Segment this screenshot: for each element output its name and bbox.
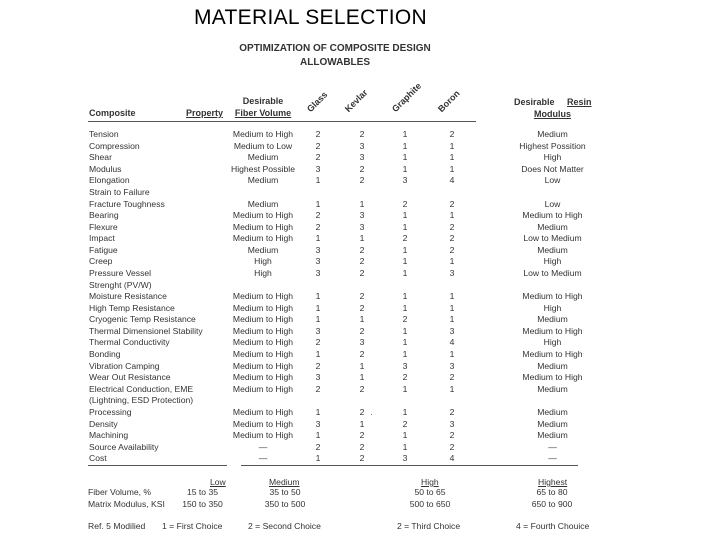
row-fiber-volume: Medium to High xyxy=(232,337,294,348)
row-glass-rank: 2 xyxy=(315,210,321,221)
row-resin-modulus: Medium to High xyxy=(522,291,583,302)
row-glass-rank: 1 xyxy=(315,349,321,359)
row-property: Machining xyxy=(89,430,129,441)
row-boron-rank: 1 xyxy=(449,210,455,221)
row-graphite-rank: 1 xyxy=(402,268,408,278)
row-kevlar-rank: 2 xyxy=(359,291,365,302)
row-resin-modulus: High xyxy=(543,256,562,267)
row-boron-rank: 1 xyxy=(449,163,455,174)
row-graphite-rank: 2 xyxy=(402,418,408,429)
row-kevlar-rank: 1 xyxy=(359,198,365,209)
row-glass-rank: 1 xyxy=(315,291,321,302)
row-kevlar-rank: 2 xyxy=(359,453,365,464)
row-boron-rank: 2 xyxy=(449,406,455,417)
row-property: Pressure Vessel xyxy=(89,268,152,278)
row-property: (Lightning, ESD Protection) xyxy=(89,395,194,406)
row-resin-modulus: Low to Medium xyxy=(523,268,582,278)
row-fiber-volume: High xyxy=(254,256,272,267)
row-glass-rank: 3 xyxy=(315,418,321,429)
row-glass-rank: 3 xyxy=(315,325,321,336)
legend-high: High xyxy=(421,477,439,487)
document-title-line-2: ALLOWABLES xyxy=(300,57,370,68)
row-glass-rank: 2 xyxy=(315,441,321,452)
row-boron-rank: 2 xyxy=(449,441,455,452)
row-property: Moisture Resistance xyxy=(89,291,167,302)
row-fiber-volume: Medium to High xyxy=(232,233,294,244)
row-graphite-rank: 1 xyxy=(402,291,408,302)
row-kevlar-rank: 3 xyxy=(359,337,365,348)
row-property: Cryogenic Temp Resistance xyxy=(89,314,196,325)
legend-medium: Medium xyxy=(269,477,300,487)
row-graphite-rank: 3 xyxy=(402,453,408,464)
row-kevlar-rank: 3 xyxy=(359,221,365,232)
row-boron-rank: 1 xyxy=(449,256,455,267)
row-glass-rank: 2 xyxy=(315,337,321,348)
row-property: Strain to Failure xyxy=(89,186,150,197)
row-property: Density xyxy=(89,418,118,429)
row-resin-modulus: Medium xyxy=(537,430,568,441)
row-boron-rank: 3 xyxy=(449,325,455,336)
row-fiber-volume: Medium to High xyxy=(232,221,294,232)
header-modulus: Modulus xyxy=(534,109,571,119)
row-boron-rank: 1 xyxy=(449,152,455,163)
row-fiber-volume: Medium to High xyxy=(232,291,294,302)
row-property: Wear Out Resistance xyxy=(89,372,171,383)
row-property: Modulus xyxy=(89,163,122,174)
row-glass-rank: 2 xyxy=(315,360,321,371)
row-property: Impact xyxy=(89,233,115,244)
row-kevlar-rank: 2 xyxy=(359,349,365,359)
row-graphite-rank: 1 xyxy=(402,441,408,452)
row-property: Source Availability xyxy=(89,441,159,452)
row-property: Processing xyxy=(89,406,132,417)
row-glass-rank: 1 xyxy=(315,406,321,417)
row-resin-modulus: Medium xyxy=(537,360,568,371)
row-boron-rank: 4 xyxy=(449,337,455,348)
row-boron-rank: 2 xyxy=(449,198,455,209)
row-glass-rank: 1 xyxy=(315,175,321,186)
row-fiber-volume: Medium to High xyxy=(232,360,294,371)
row-fiber-volume: Medium to High xyxy=(232,349,294,359)
fiber-volume-high: 50 to 65 xyxy=(414,487,446,497)
row-glass-rank: 1 xyxy=(315,302,321,313)
header-desirable-resin: Desirable xyxy=(514,97,555,107)
row-fiber-volume: Medium to High xyxy=(232,325,294,336)
row-glass-rank: 1 xyxy=(315,233,321,244)
header-desirable-fiber xyxy=(230,95,296,119)
row-fiber-volume: Medium xyxy=(247,244,279,255)
row-graphite-rank: 1 xyxy=(402,163,408,174)
row-resin-modulus: High xyxy=(543,152,562,163)
row-boron-rank: 4 xyxy=(449,175,455,186)
row-boron-rank: 3 xyxy=(449,268,455,278)
row-resin-modulus: High xyxy=(543,337,562,348)
row-kevlar-rank: 3 xyxy=(359,210,365,221)
row-property: Creep xyxy=(89,256,113,267)
choice-third: 2 = Third Choice xyxy=(397,521,461,531)
slide-title: MATERIAL SELECTION xyxy=(194,6,427,29)
row-kevlar-rank: 1 xyxy=(359,314,365,325)
choice-first: 1 = First Choice xyxy=(162,521,223,531)
header-rule xyxy=(88,121,476,122)
row-resin-modulus: Does Not Matter xyxy=(521,163,584,174)
header-desirable-fiber-line-2: Fiber Volume xyxy=(234,108,292,118)
row-graphite-rank: 1 xyxy=(402,325,408,336)
row-graphite-rank: 2 xyxy=(402,372,408,383)
row-property: Strenght (PV/W) xyxy=(89,279,152,290)
row-property: Cost xyxy=(89,453,107,464)
row-kevlar-rank: 2 xyxy=(359,302,365,313)
row-graphite-rank: 1 xyxy=(402,302,408,313)
row-graphite-rank: 1 xyxy=(402,140,408,151)
row-resin-modulus: Low to Medium xyxy=(523,233,582,244)
row-resin-modulus: Medium xyxy=(537,383,568,394)
row-resin-modulus: — xyxy=(548,441,557,452)
fiber-volume-label: Fiber Volume, % xyxy=(88,487,152,497)
row-kevlar-rank: 2 xyxy=(359,129,365,139)
row-boron-rank: 1 xyxy=(449,302,455,313)
row-boron-rank: 1 xyxy=(449,140,455,151)
row-boron-rank: 1 xyxy=(449,349,455,359)
row-graphite-rank: 1 xyxy=(402,129,408,139)
row-fiber-volume: — xyxy=(258,441,268,452)
row-property: Bearing xyxy=(89,210,119,221)
row-boron-rank: 2 xyxy=(449,244,455,255)
header-boron: Boron xyxy=(435,88,462,114)
row-kevlar-rank: 2 xyxy=(359,256,365,267)
row-graphite-rank: 3 xyxy=(402,175,408,186)
row-glass-rank: 1 xyxy=(315,430,321,441)
row-fiber-volume: Medium xyxy=(247,152,279,163)
matrix-modulus-medium: 350 to 500 xyxy=(264,499,306,509)
row-property: Fracture Toughness xyxy=(89,198,165,209)
row-graphite-rank: 1 xyxy=(402,383,408,394)
matrix-modulus-highest: 650 to 900 xyxy=(531,499,573,509)
row-resin-modulus: Medium xyxy=(537,244,568,255)
row-fiber-volume: Medium to High xyxy=(232,129,294,139)
row-fiber-volume: Medium to High xyxy=(232,418,294,429)
row-kevlar-rank: 3 xyxy=(359,152,365,163)
row-kevlar-rank: 1 xyxy=(359,372,365,383)
row-kevlar-rank: 2 xyxy=(359,406,365,417)
row-fiber-volume: Medium to High xyxy=(232,210,294,221)
row-boron-rank: 2 xyxy=(449,221,455,232)
row-resin-modulus: Medium to High xyxy=(522,325,583,336)
row-resin-modulus: Low xyxy=(544,198,561,209)
row-kevlar-rank: 2 xyxy=(359,244,365,255)
header-resin: Resin xyxy=(567,97,592,107)
row-kevlar-rank: 3 xyxy=(359,140,365,151)
row-graphite-rank: 1 xyxy=(402,406,408,417)
header-desirable-fiber-line-1: Desirable xyxy=(242,96,284,106)
matrix-modulus-low: 150 to 350 xyxy=(182,499,223,509)
row-property: Vibration Camping xyxy=(89,360,160,371)
row-fiber-volume: Medium to High xyxy=(232,430,294,441)
row-resin-modulus: Medium xyxy=(537,221,568,232)
row-kevlar-rank: 2 xyxy=(359,383,365,394)
choice-fourth: 4 = Fourth Chouice xyxy=(516,521,590,531)
row-glass-rank: 1 xyxy=(315,453,321,464)
row-fiber-volume: Medium to High xyxy=(232,314,294,325)
row-graphite-rank: 1 xyxy=(402,244,408,255)
row-glass-rank: 2 xyxy=(315,383,321,394)
row-fiber-volume: Medium to High xyxy=(232,383,294,394)
legend-highest: Highest xyxy=(538,477,568,487)
row-boron-rank: 2 xyxy=(449,372,455,383)
row-boron-rank: 1 xyxy=(449,314,455,325)
row-fiber-volume: Medium to High xyxy=(232,302,294,313)
row-property: Shear xyxy=(89,152,112,163)
row-kevlar-rank: 2 xyxy=(359,430,365,441)
row-kevlar-rank: 2 xyxy=(359,268,365,278)
row-property: High Temp Resistance xyxy=(89,302,175,313)
row-glass-rank: 3 xyxy=(315,244,321,255)
row-glass-rank: 3 xyxy=(315,256,321,267)
fiber-volume-medium: 35 to 50 xyxy=(269,487,301,497)
row-boron-rank: 2 xyxy=(449,233,455,244)
header-kevlar: Kevlar xyxy=(342,87,370,114)
row-resin-modulus: Medium to High xyxy=(522,349,583,359)
row-fiber-volume: High xyxy=(254,268,272,278)
row-graphite-rank: 2 xyxy=(402,314,408,325)
row-resin-modulus: Medium to High xyxy=(522,210,583,221)
row-kevlar-rank: 2 xyxy=(359,175,365,186)
row-property: Fatigue xyxy=(89,244,118,255)
row-glass-rank: 2 xyxy=(315,152,321,163)
row-boron-rank: 4 xyxy=(449,453,455,464)
row-kevlar-rank: 1 xyxy=(359,233,365,244)
row-graphite-rank: 2 xyxy=(402,233,408,244)
fiber-volume-low: 15 to 35 xyxy=(186,487,219,497)
row-graphite-rank: 1 xyxy=(402,152,408,163)
row-graphite-rank: 1 xyxy=(402,256,408,267)
row-kevlar-rank: 2 xyxy=(359,441,365,452)
row-property: Bonding xyxy=(89,349,121,359)
row-glass-rank: 3 xyxy=(315,268,321,278)
row-resin-modulus: Medium xyxy=(537,314,568,325)
row-resin-modulus: Medium xyxy=(537,406,568,417)
scan-speck xyxy=(371,414,372,415)
reference-note: Ref. 5 Modilied xyxy=(88,521,146,531)
document-title-line-1: OPTIMIZATION OF COMPOSITE DESIGN xyxy=(239,43,431,54)
row-property: Thermal Conductivity xyxy=(89,337,170,348)
matrix-modulus-label: Matrix Modulus, KSI xyxy=(88,499,165,509)
row-resin-modulus: Medium to High xyxy=(522,372,583,383)
row-resin-modulus: Low xyxy=(544,175,561,186)
row-kevlar-rank: 2 xyxy=(359,325,365,336)
row-glass-rank: 3 xyxy=(315,372,321,383)
row-fiber-volume: Medium xyxy=(247,175,279,186)
row-boron-rank: 1 xyxy=(449,291,455,302)
row-glass-rank: 2 xyxy=(315,221,321,232)
row-glass-rank: 2 xyxy=(315,140,321,151)
row-fiber-volume: — xyxy=(258,453,268,464)
row-graphite-rank: 2 xyxy=(402,198,408,209)
document-title xyxy=(220,42,450,70)
row-property: Tension xyxy=(89,129,119,139)
row-glass-rank: 1 xyxy=(315,198,321,209)
row-resin-modulus: — xyxy=(548,453,557,464)
row-graphite-rank: 3 xyxy=(402,360,408,371)
legend-low: Low xyxy=(210,477,226,487)
row-fiber-volume: Medium xyxy=(247,198,279,209)
footer-rule-right xyxy=(241,465,578,466)
row-boron-rank: 1 xyxy=(449,383,455,394)
row-glass-rank: 1 xyxy=(315,314,321,325)
row-graphite-rank: 1 xyxy=(402,349,408,359)
fiber-volume-highest: 65 to 80 xyxy=(536,487,568,497)
row-graphite-rank: 1 xyxy=(402,221,408,232)
row-resin-modulus: Medium xyxy=(537,418,568,429)
header-composite: Composite xyxy=(89,108,136,118)
row-glass-rank: 3 xyxy=(315,163,321,174)
row-glass-rank: 2 xyxy=(315,129,321,139)
row-kevlar-rank: 2 xyxy=(359,163,365,174)
row-resin-modulus: High xyxy=(543,302,562,313)
row-resin-modulus: Highest Possition xyxy=(519,140,586,151)
row-kevlar-rank: 1 xyxy=(359,418,365,429)
row-graphite-rank: 1 xyxy=(402,210,408,221)
header-graphite: Graphite xyxy=(389,80,424,114)
row-property: Thermal Dimensionel Stability xyxy=(89,325,203,336)
row-property: Electrical Conduction, EME xyxy=(89,383,194,394)
row-boron-rank: 2 xyxy=(449,430,455,441)
header-glass: Glass xyxy=(304,89,330,114)
header-property: Property xyxy=(186,108,224,118)
row-fiber-volume: Medium to Low xyxy=(233,140,293,151)
row-boron-rank: 3 xyxy=(449,360,455,371)
row-fiber-volume: Medium to High xyxy=(232,406,294,417)
row-property: Elongation xyxy=(89,175,130,186)
row-property: Compression xyxy=(89,140,140,151)
footer-rule-left xyxy=(88,465,227,466)
row-resin-modulus: Medium xyxy=(537,129,568,139)
choice-second: 2 = Second Choice xyxy=(248,521,321,531)
row-kevlar-rank: 1 xyxy=(359,360,365,371)
row-property: Flexure xyxy=(89,221,118,232)
row-graphite-rank: 1 xyxy=(402,430,408,441)
row-graphite-rank: 1 xyxy=(402,337,408,348)
row-boron-rank: 3 xyxy=(449,418,455,429)
row-fiber-volume: Medium to High xyxy=(232,372,294,383)
row-fiber-volume: Highest Possible xyxy=(230,163,295,174)
row-boron-rank: 2 xyxy=(449,129,455,139)
matrix-modulus-high: 500 to 650 xyxy=(409,499,451,509)
